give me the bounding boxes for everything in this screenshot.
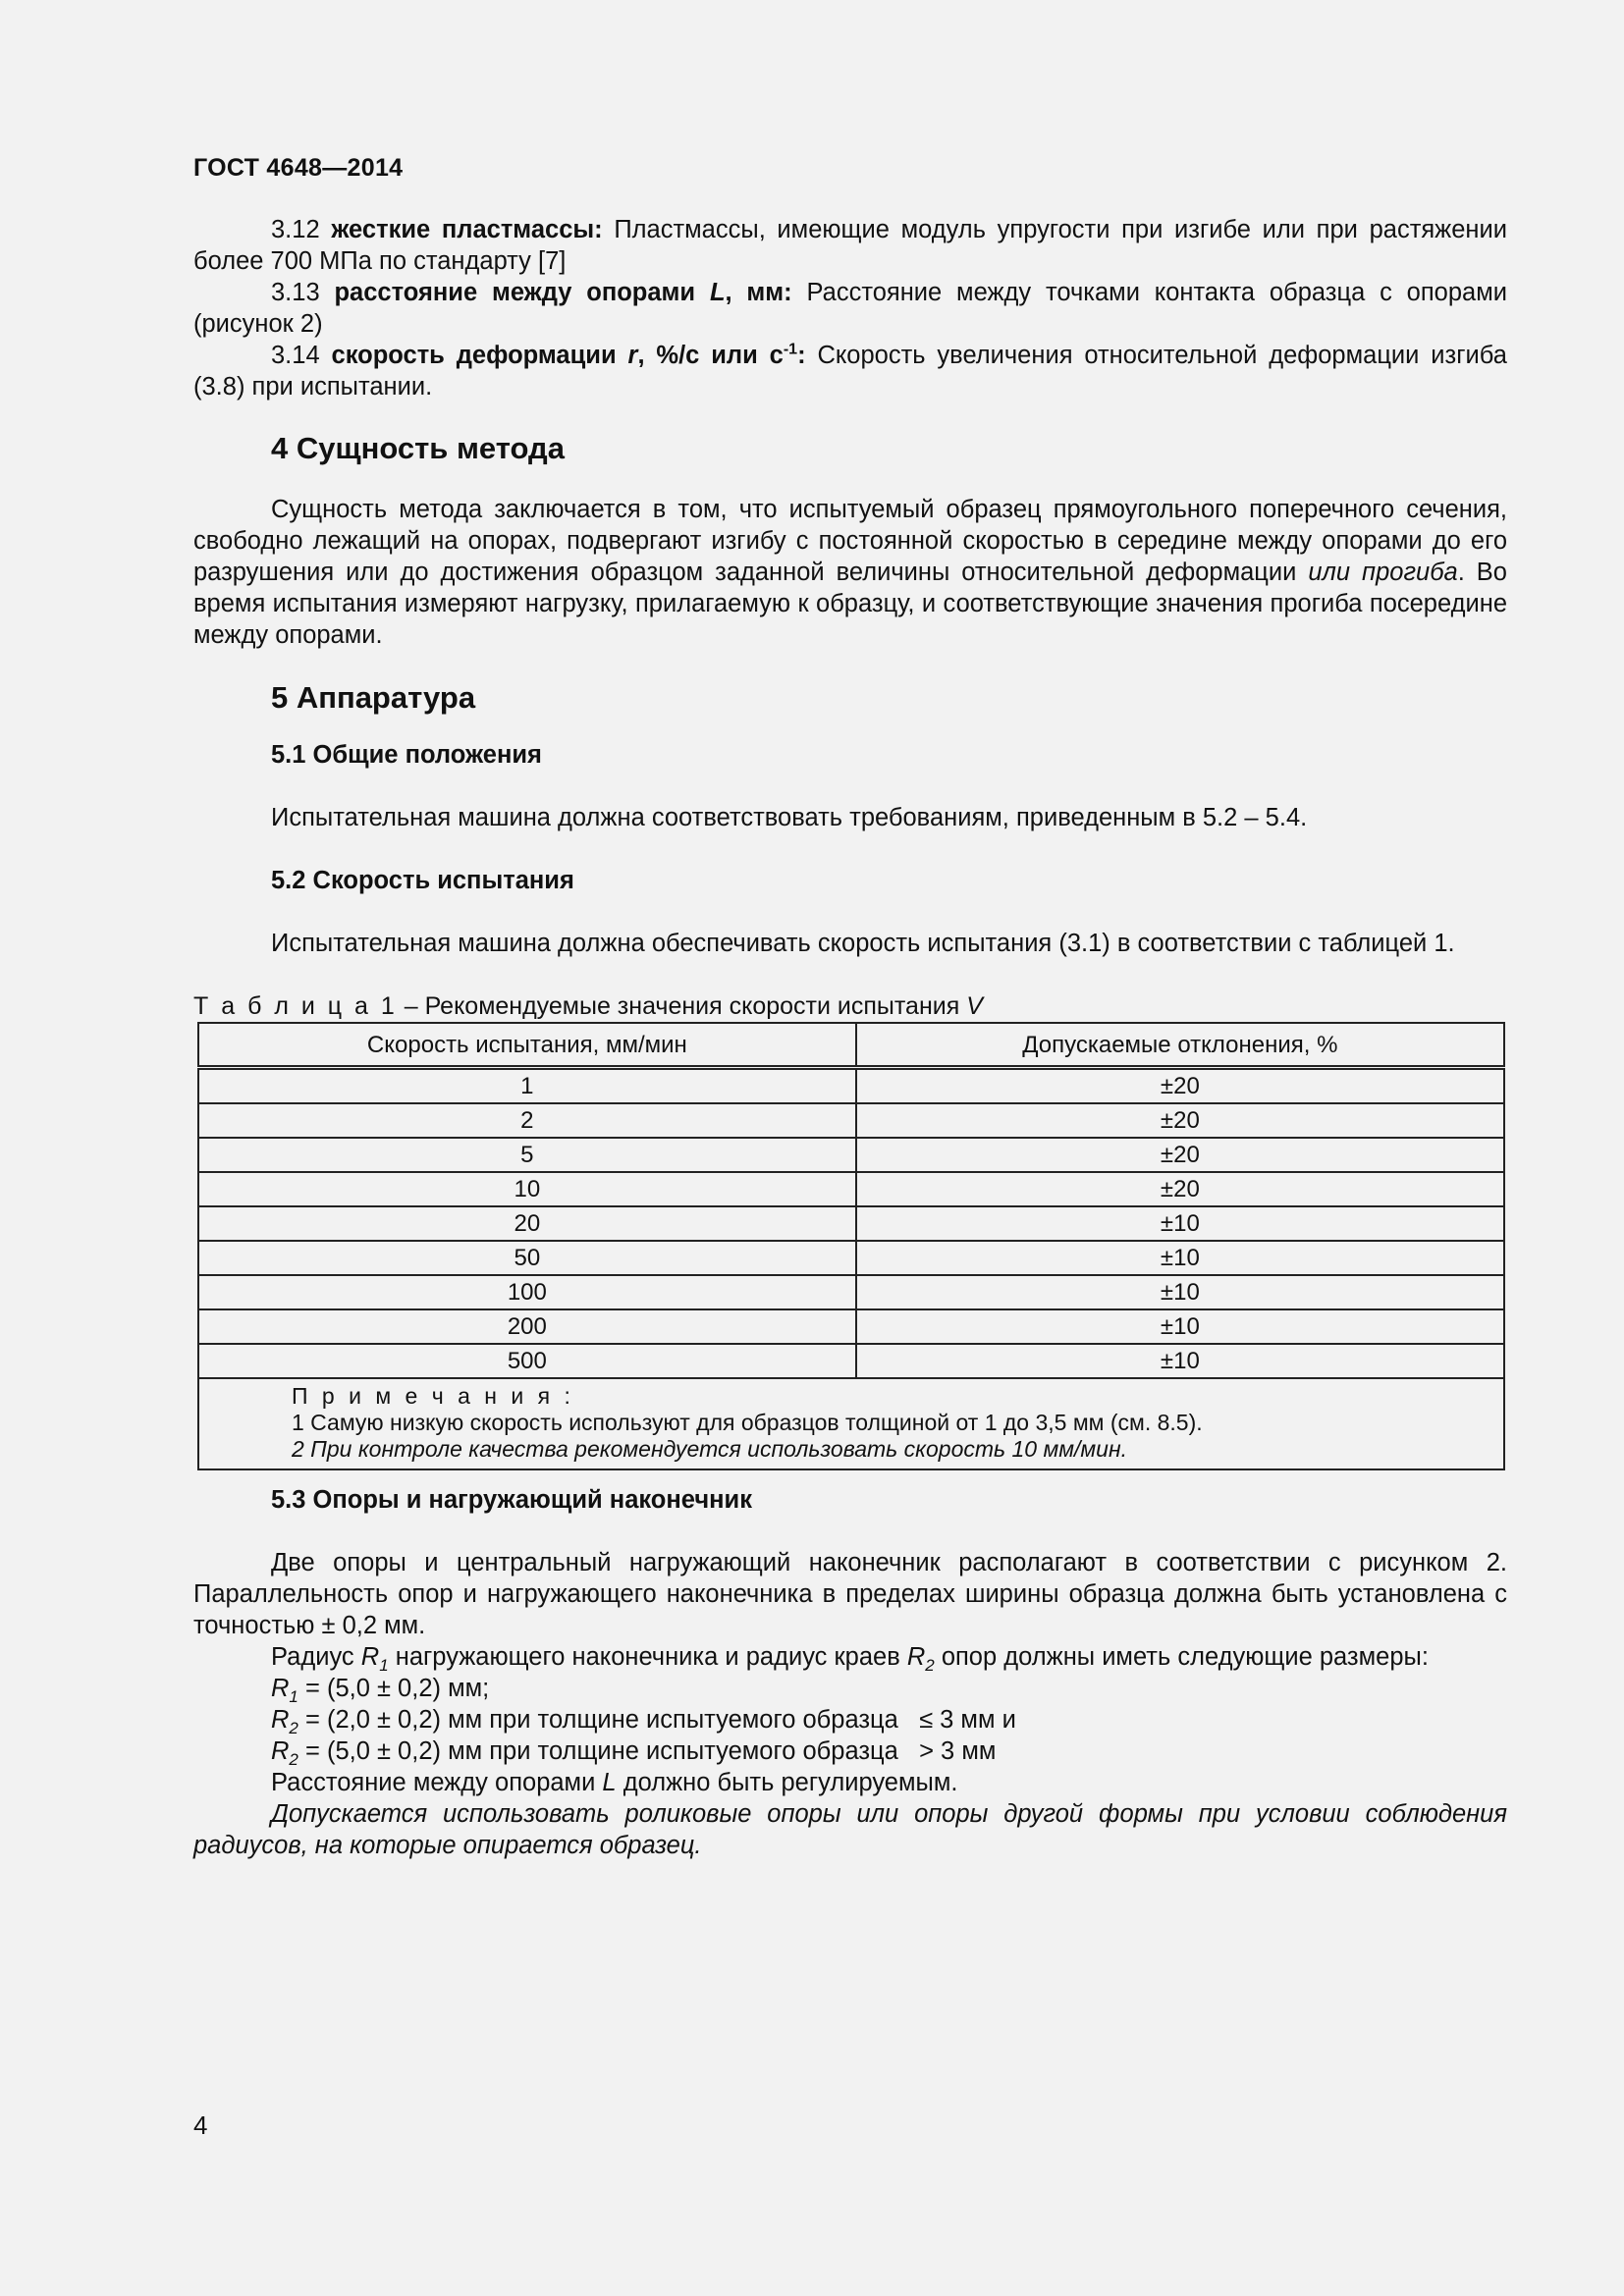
section-5-1-heading: 5.1 Общие положения xyxy=(271,741,542,769)
section-5-3-paragraph-1: Две опоры и центральный нагружающий наконечник располагают в соответствии с рисунком 2. Параллельность опор и нагружающего наконечника в пределах ширины образца должна быть установлена с точностью ± 0,2 мм. xyxy=(193,1549,1507,1639)
column-header-speed: Скорость испытания, мм/мин xyxy=(198,1023,856,1068)
definition-3-14 xyxy=(193,340,1507,402)
speed-cell: 20 xyxy=(198,1206,856,1241)
table-row xyxy=(198,1344,1504,1378)
deviation-cell: ±20 xyxy=(856,1103,1504,1138)
table-notes-row xyxy=(198,1378,1504,1469)
table-row xyxy=(198,1275,1504,1309)
speed-cell: 500 xyxy=(198,1344,856,1378)
table-row xyxy=(198,1172,1504,1206)
document-code-header: ГОСТ 4648—2014 xyxy=(193,154,404,182)
speed-cell: 100 xyxy=(198,1275,856,1309)
section-5-2-heading: 5.2 Скорость испытания xyxy=(271,867,574,894)
table-row xyxy=(198,1138,1504,1172)
section-5-1-paragraph: Испытательная машина должна соответствовать требованиям, приведенным в 5.2 – 5.4. xyxy=(271,804,1308,831)
definition-number: 3.13 xyxy=(271,279,320,306)
speed-cell: 5 xyxy=(198,1138,856,1172)
formula-r2-thick: $R_2 = (5,0 \pm 0,2)$ мм при толщине испытуемого образца > 3 мм xyxy=(271,1737,997,1770)
deviation-cell: ±20 xyxy=(856,1068,1504,1104)
definition-text: Расстояние между точками контакта образца с опорами (рисунок 2) xyxy=(193,279,1507,338)
table-row xyxy=(198,1103,1504,1138)
speed-cell: 50 xyxy=(198,1241,856,1275)
definition-number: 3.12 xyxy=(271,216,320,243)
page-number: 4 xyxy=(193,2110,208,2140)
definition-term: жесткие пластмассы: xyxy=(331,216,603,243)
definition-3-12 xyxy=(193,214,1507,277)
table-1-caption: Т а б л и ц а 1 – Рекомендуемые значения скорости испытания V xyxy=(193,992,983,1020)
definition-number: 3.14 xyxy=(271,342,320,369)
section-5-3-paragraph-3: Расстояние между опорами L должно быть регулируемым. xyxy=(271,1769,958,1796)
deviation-cell: ±10 xyxy=(856,1241,1504,1275)
section-5-heading: 5 Аппаратура xyxy=(271,680,476,715)
speed-table xyxy=(197,1022,1505,1470)
definition-3-13 xyxy=(193,277,1507,340)
definition-text: Скорость увеличения относительной деформации изгиба (3.8) при испытании. xyxy=(193,342,1507,400)
speed-cell: 1 xyxy=(198,1068,856,1104)
deviation-cell: ±10 xyxy=(856,1275,1504,1309)
section-4-heading: 4 Сущность метода xyxy=(271,431,565,465)
section-5-3-paragraph-4: Допускается использовать роликовые опоры или опоры другой формы при условии соблюдения радиусов, на которые опирается образец. xyxy=(193,1800,1507,1859)
speed-cell: 10 xyxy=(198,1172,856,1206)
definition-term: расстояние между опорами L, мм: xyxy=(334,279,792,306)
definition-text: Пластмассы, имеющие модуль упругости при изгибе или при растяжении более 700 МПа по стандарту [7] xyxy=(193,216,1507,275)
definition-term: скорость деформации r, %/с или $с^{-1}$: xyxy=(331,341,806,369)
table-row xyxy=(198,1068,1504,1104)
section-5-2-paragraph: Испытательная машина должна обеспечивать скорость испытания (3.1) в соответствии с таблицей 1. xyxy=(271,930,1455,957)
section-5-3-paragraph-2: Радиус $R_1$ нагружающего наконечника и радиус краев $R_2$ опор должны иметь следующие размеры: xyxy=(271,1643,1429,1676)
table-notes xyxy=(198,1378,1504,1469)
deviation-cell: ±20 xyxy=(856,1172,1504,1206)
table-header-row xyxy=(198,1023,1504,1068)
formula-r2-thin: $R_2 = (2,0 \pm 0,2)$ мм при толщине испытуемого образца ≤ 3 мм и xyxy=(271,1706,1016,1738)
section-5-3-heading: 5.3 Опоры и нагружающий наконечник xyxy=(271,1486,752,1514)
speed-cell: 2 xyxy=(198,1103,856,1138)
page-content xyxy=(193,214,1507,1861)
deviation-cell: ±20 xyxy=(856,1138,1504,1172)
notes-title: П р и м е ч а н и я : xyxy=(292,1383,574,1409)
table-row xyxy=(198,1241,1504,1275)
formula-r1: $R_1 = (5,0 \pm 0,2)$ мм; xyxy=(271,1675,490,1707)
table-row xyxy=(198,1309,1504,1344)
table-row xyxy=(198,1206,1504,1241)
speed-cell: 200 xyxy=(198,1309,856,1344)
deviation-cell: ±10 xyxy=(856,1309,1504,1344)
deviation-cell: ±10 xyxy=(856,1206,1504,1241)
note-1: 1 Самую низкую скорость используют для образцов толщиной от 1 до 3,5 мм (см. 8.5). xyxy=(292,1410,1203,1435)
note-2: 2 При контроле качества рекомендуется использовать скорость 10 мм/мин. xyxy=(292,1436,1128,1462)
section-4-paragraph: Сущность метода заключается в том, что испытуемый образец прямоугольного поперечного сечения, свободно лежащий на опорах, подвергают изгибу с постоянной скоростью в середине между опорами до его разрушения или до достижения образцом заданной величины относительной деформации или прогиба. Во время испытания измеряют нагрузку, прилагаемую к образцу, и соответствующие значения прогиба посередине между опорами. xyxy=(193,496,1507,649)
deviation-cell: ±10 xyxy=(856,1344,1504,1378)
column-header-deviation: Допускаемые отклонения, % xyxy=(856,1023,1504,1068)
